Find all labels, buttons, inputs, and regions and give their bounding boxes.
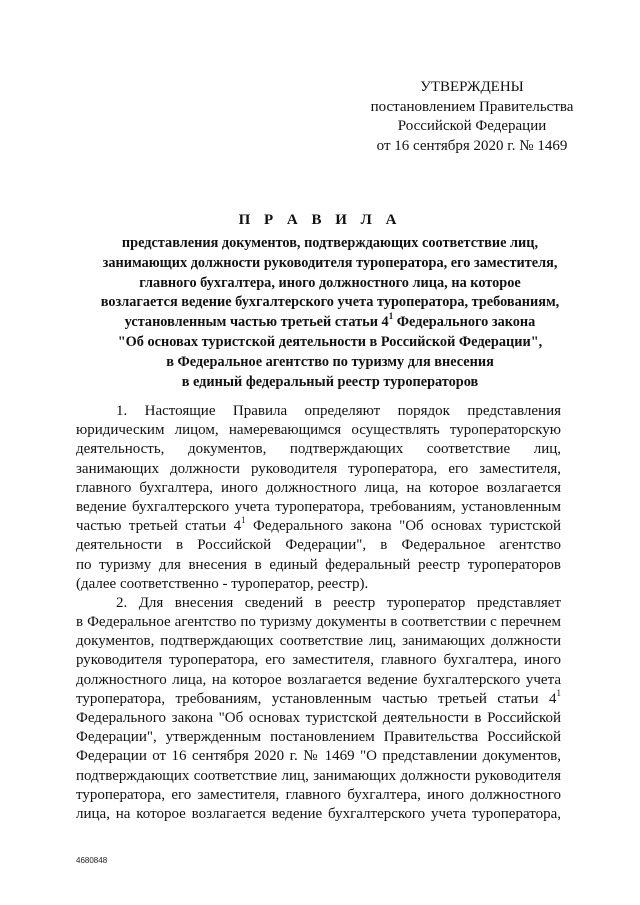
body-line: 1. Настоящие Правила определяют порядок представления [116,403,561,419]
superscript: 1 [241,515,246,526]
subtitle-text: установленным частью третьей статьи 4 [124,314,389,331]
body-line [76,687,561,709]
body-line: в Федеральное агентство по туризму документы в соответствии с перечнем [76,614,561,631]
body-line: (далее соответственно - туроператор, реестр). [76,575,369,592]
body-line: деятельности в Российской Федерации", в Федеральное агентство [76,537,561,554]
subtitle-text: Федерального закона [393,314,536,331]
body-line [76,517,561,536]
body-text: частью третьей статьи 4 [76,518,242,535]
subtitle-line [60,313,600,333]
superscript: 1 [556,687,561,698]
body-line: руководителя туроператора, его заместителя, главного бухгалтера, иного [76,652,561,669]
body-line: по туризму для внесения в единый федеральный реестр туроператоров [76,556,561,573]
body-line: юридическим лицом, намеревающимся осуществлять туроператорскую [76,422,561,439]
approval-date: от 16 сентября 2020 г. № 1469 [376,137,568,154]
body-line: главного бухгалтера, иного должностного лица, на которое возлагается [76,479,561,496]
subtitle-line: "Об основах туристской деятельности в Российской Федерации", [117,333,543,350]
body-text: туроператора, требованиям, установленным частью третьей статьи 4 [76,690,557,707]
subtitle-line: в Федеральное агентство по туризму для внесения [166,353,494,370]
approval-line: постановлением Правительства [370,98,574,115]
body-line: деятельность, документов, подтверждающих соответствие лиц, [76,441,561,458]
body-line: документов, подтверждающих соответствие лиц, занимающих должности [76,633,561,650]
document-heading: П Р А В И Л А [238,212,402,228]
body-line: подтверждающих соответствие лиц, занимающих должности руководителя [76,767,561,784]
subtitle-line: представления документов, подтверждающих соответствие лиц, [121,235,539,251]
body-line: туроператора, его заместителя, главного бухгалтера, иного должностного [76,786,561,803]
body-line: должностного лица, на которое возлагается ведение бухгалтерского учета [76,671,561,688]
body-line: занимающих должности руководителя туроператора, его заместителя, [76,460,561,477]
document-id: 4680848 [76,856,108,865]
body-line: Федерального закона "Об основах туристской деятельности в Российской [76,710,561,726]
body-line: Федерации от 16 сентября 2020 г. № 1469 "О представлении документов, [76,748,561,765]
superscript: 1 [388,311,394,322]
body-line: Федерации", утвержденным постановлением Правительства Российской [76,729,561,746]
document-subtitle [60,234,600,392]
body-line: лица, на которое возлагается ведение бухгалтерского учета туроператора, [76,805,561,822]
body-text: Федерального закона "Об основах туристской [245,518,561,535]
subtitle-line: главного бухгалтера, иного должностного лица, на которое [139,274,521,291]
body-line: ведение бухгалтерского учета туроператора, требованиям, установленным [76,498,561,515]
approval-block [352,78,592,156]
document-body [76,402,561,824]
subtitle-line: в единый федеральный реестр туроператоров [181,373,479,390]
approval-title: УТВЕРЖДЕНЫ [420,79,524,95]
subtitle-line: занимающих должности руководителя туроператора, его заместителя, [102,254,558,271]
body-line: 2. Для внесения сведений в реестр туроператор представляет [116,594,561,611]
subtitle-line: возлагается ведение бухгалтерского учета туроператора, требованиям, [100,294,560,311]
approval-line: Российской Федерации [397,118,547,134]
